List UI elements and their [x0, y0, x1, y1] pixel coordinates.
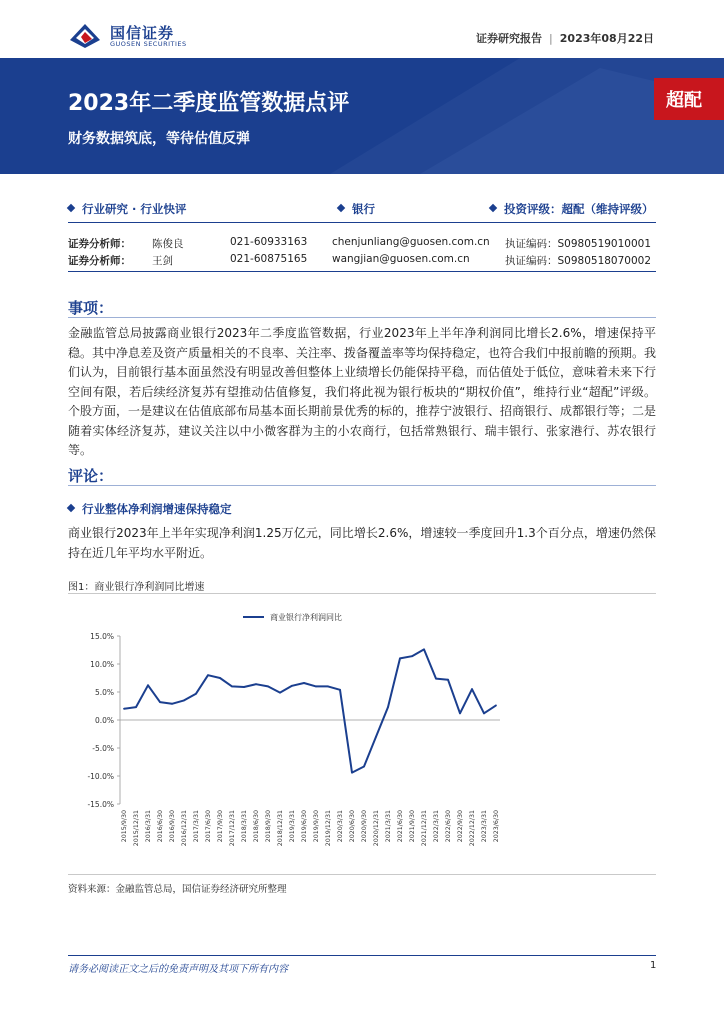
- x-tick-label: 2018/6/30: [253, 810, 260, 843]
- data-point: [147, 684, 149, 686]
- data-point: [447, 679, 449, 681]
- x-tick-label: 2021/9/30: [409, 810, 416, 843]
- x-tick-label: 2018/3/31: [241, 810, 248, 843]
- x-tick-label: 2017/6/30: [205, 810, 212, 843]
- x-tick-label: 2016/3/31: [145, 810, 152, 843]
- x-tick-label: 2019/6/30: [301, 810, 308, 843]
- report-type: 证券研究报告: [476, 32, 543, 45]
- x-tick-label: 2017/12/31: [229, 810, 236, 847]
- data-point: [339, 689, 341, 691]
- analyst-label: 证券分析师：: [68, 255, 131, 267]
- event-paragraph: 金融监管总局披露商业银行2023年二季度监管数据，行业2023年上半年净利润同比增长2.6%，增速保持平稳。其中净息差及资产质量相关的不良率、关注率、拨备覆盖率等均保持稳定，也符合我们中报前瞻的预期。我们认为，目前银行基本面虽然没有明显改善但整体上业绩增长仍能保持平稳，而估值处于低位，意味着未来下行空间有限，若后续经济复苏有望推动估值修复，我们将此视为银行板块的“期权价值”，维持行业“超配”评级。个股方面，一是建议在估值底部布局基本面长期前景优秀的标的，推荐宁波银行、招商银行、成都银行等；二是随着实体经济复苏，建议关注以中小微客群为主的小农商行，包括常熟银行、瑞丰银行、张家港行、苏农银行等。: [68, 326, 657, 457]
- x-tick-label: 2016/12/31: [181, 810, 188, 847]
- x-tick-label: 2019/3/31: [289, 810, 296, 843]
- x-tick-label: 2018/12/31: [277, 810, 284, 847]
- figure-top-line: [68, 593, 656, 594]
- plot-area: [123, 649, 497, 774]
- diamond-bullet-icon: [67, 504, 75, 512]
- x-tick-label: 2021/12/31: [421, 810, 428, 847]
- subheading: 行业整体净利润增速保持稳定: [68, 501, 232, 517]
- rating-badge: 超配: [654, 78, 724, 120]
- x-tick-label: 2015/9/30: [121, 810, 128, 843]
- investment-rating: [490, 201, 654, 217]
- x-tick-label: 2020/6/30: [349, 810, 356, 843]
- x-axis: [120, 720, 500, 846]
- data-point: [207, 674, 209, 676]
- data-point: [195, 693, 197, 695]
- x-tick-label: 2023/3/31: [481, 810, 488, 843]
- analyst-cert: 执证编码：S0980518070002: [505, 255, 652, 267]
- divider: [68, 271, 656, 272]
- header-meta: 证券研究报告 | 2023年08月22日: [476, 32, 654, 45]
- data-point: [255, 683, 257, 685]
- section-heading-comment: 评论：: [68, 467, 114, 485]
- data-point: [219, 677, 221, 679]
- x-tick-label: 2022/12/31: [469, 810, 476, 847]
- figure-bottom-line: [68, 874, 656, 875]
- data-point: [351, 772, 353, 774]
- figure-caption: 图1：商业银行净利润同比增速: [68, 582, 205, 593]
- data-point: [387, 706, 389, 708]
- y-axis: [87, 632, 120, 809]
- analyst-name: 陈俊良: [152, 238, 184, 250]
- data-point: [375, 736, 377, 738]
- data-point: [267, 686, 269, 688]
- diamond-bullet-icon: [489, 204, 497, 212]
- comment-paragraph: 商业银行2023年上半年实现净利润1.25万亿元，同比增长2.6%，增速较一季度回升1.3个百分点，增速仍然保持在近几年平均水平附近。: [68, 526, 656, 560]
- y-tick-label: 0.0%: [94, 716, 114, 725]
- y-tick-label: 15.0%: [90, 632, 114, 641]
- diamond-bullet-icon: [337, 204, 345, 212]
- y-tick-label: 10.0%: [90, 660, 114, 669]
- x-tick-label: 2015/12/31: [133, 810, 140, 847]
- report-date: 2023年08月22日: [559, 32, 654, 45]
- industry: [338, 201, 375, 217]
- y-tick-label: -5.0%: [92, 744, 114, 753]
- industry-text: 银行: [352, 202, 375, 216]
- data-point: [399, 658, 401, 660]
- data-point: [471, 688, 473, 690]
- analyst-cert: 执证编码：S0980519010001: [505, 238, 652, 250]
- analyst-phone: 021-60875165: [230, 253, 308, 265]
- x-tick-label: 2016/9/30: [169, 810, 176, 843]
- data-point: [231, 686, 233, 688]
- data-point: [495, 705, 497, 707]
- data-point: [363, 766, 365, 768]
- y-tick-label: -10.0%: [87, 772, 114, 781]
- data-point: [183, 700, 185, 702]
- analyst-phone: 021-60933163: [230, 236, 308, 248]
- data-point: [291, 685, 293, 687]
- data-point: [135, 706, 137, 708]
- x-tick-label: 2022/6/30: [445, 810, 452, 843]
- footer-divider: [68, 955, 656, 956]
- data-point: [159, 701, 161, 703]
- x-tick-label: 2021/3/31: [385, 810, 392, 843]
- x-tick-label: 2017/3/31: [193, 810, 200, 843]
- x-tick-label: 2016/6/30: [157, 810, 164, 843]
- category-text: 行业研究 · 行业快评: [82, 202, 187, 216]
- legend-label: 商业银行净利润同比: [270, 613, 342, 622]
- x-tick-label: 2021/6/30: [397, 810, 404, 843]
- analyst-name: 王剑: [152, 255, 173, 267]
- figure-source: 资料来源：金融监管总局，国信证券经济研究所整理: [68, 884, 287, 895]
- analyst-label: 证券分析师：: [68, 238, 131, 250]
- data-point: [435, 678, 437, 680]
- logo-text-en: GUOSEN SECURITIES: [110, 40, 187, 48]
- logo-text-cn: 国信证券: [110, 24, 175, 42]
- section-heading-event: 事项：: [68, 299, 114, 317]
- section-underline: [68, 485, 656, 486]
- x-tick-label: 2019/12/31: [325, 810, 332, 847]
- y-tick-label: 5.0%: [94, 688, 114, 697]
- data-point: [279, 692, 281, 694]
- data-point: [243, 686, 245, 688]
- data-point: [423, 649, 425, 651]
- data-point: [315, 686, 317, 688]
- x-tick-label: 2020/3/31: [337, 810, 344, 843]
- page-number: 1: [650, 960, 657, 971]
- data-point: [411, 655, 413, 657]
- report-category: [68, 201, 186, 217]
- x-tick-label: 2018/9/30: [265, 810, 272, 843]
- chart-legend: [243, 612, 342, 622]
- x-tick-label: 2017/9/30: [217, 810, 224, 843]
- analyst-email[interactable]: chenjunliang@guosen.com.cn: [332, 236, 490, 248]
- x-tick-label: 2019/9/30: [313, 810, 320, 843]
- guosen-logo-icon: [68, 18, 102, 52]
- x-tick-label: 2022/9/30: [457, 810, 464, 843]
- y-tick-label: -15.0%: [87, 800, 114, 809]
- rating-text: 投资评级：超配（维持评级）: [504, 202, 654, 216]
- data-point: [123, 708, 125, 710]
- data-point: [327, 686, 329, 688]
- data-point: [483, 712, 485, 714]
- net-profit-growth-chart: [68, 598, 656, 873]
- diamond-bullet-icon: [67, 204, 75, 212]
- x-tick-label: 2022/3/31: [433, 810, 440, 843]
- report-title: 2023年二季度监管数据点评: [68, 91, 350, 116]
- divider: [68, 222, 656, 223]
- footer-disclaimer[interactable]: 请务必阅读正文之后的免责声明及其项下所有内容: [68, 964, 288, 975]
- series-line-net-profit-growth: [124, 649, 496, 772]
- data-point: [303, 682, 305, 684]
- x-tick-label: 2020/9/30: [361, 810, 368, 843]
- analyst-email[interactable]: wangjian@guosen.com.cn: [332, 253, 470, 265]
- x-tick-label: 2023/6/30: [493, 810, 500, 843]
- section-underline: [68, 317, 656, 318]
- data-point: [459, 712, 461, 714]
- data-point: [171, 703, 173, 705]
- report-subtitle: 财务数据筑底，等待估值反弹: [68, 131, 250, 147]
- x-tick-label: 2020/12/31: [373, 810, 380, 847]
